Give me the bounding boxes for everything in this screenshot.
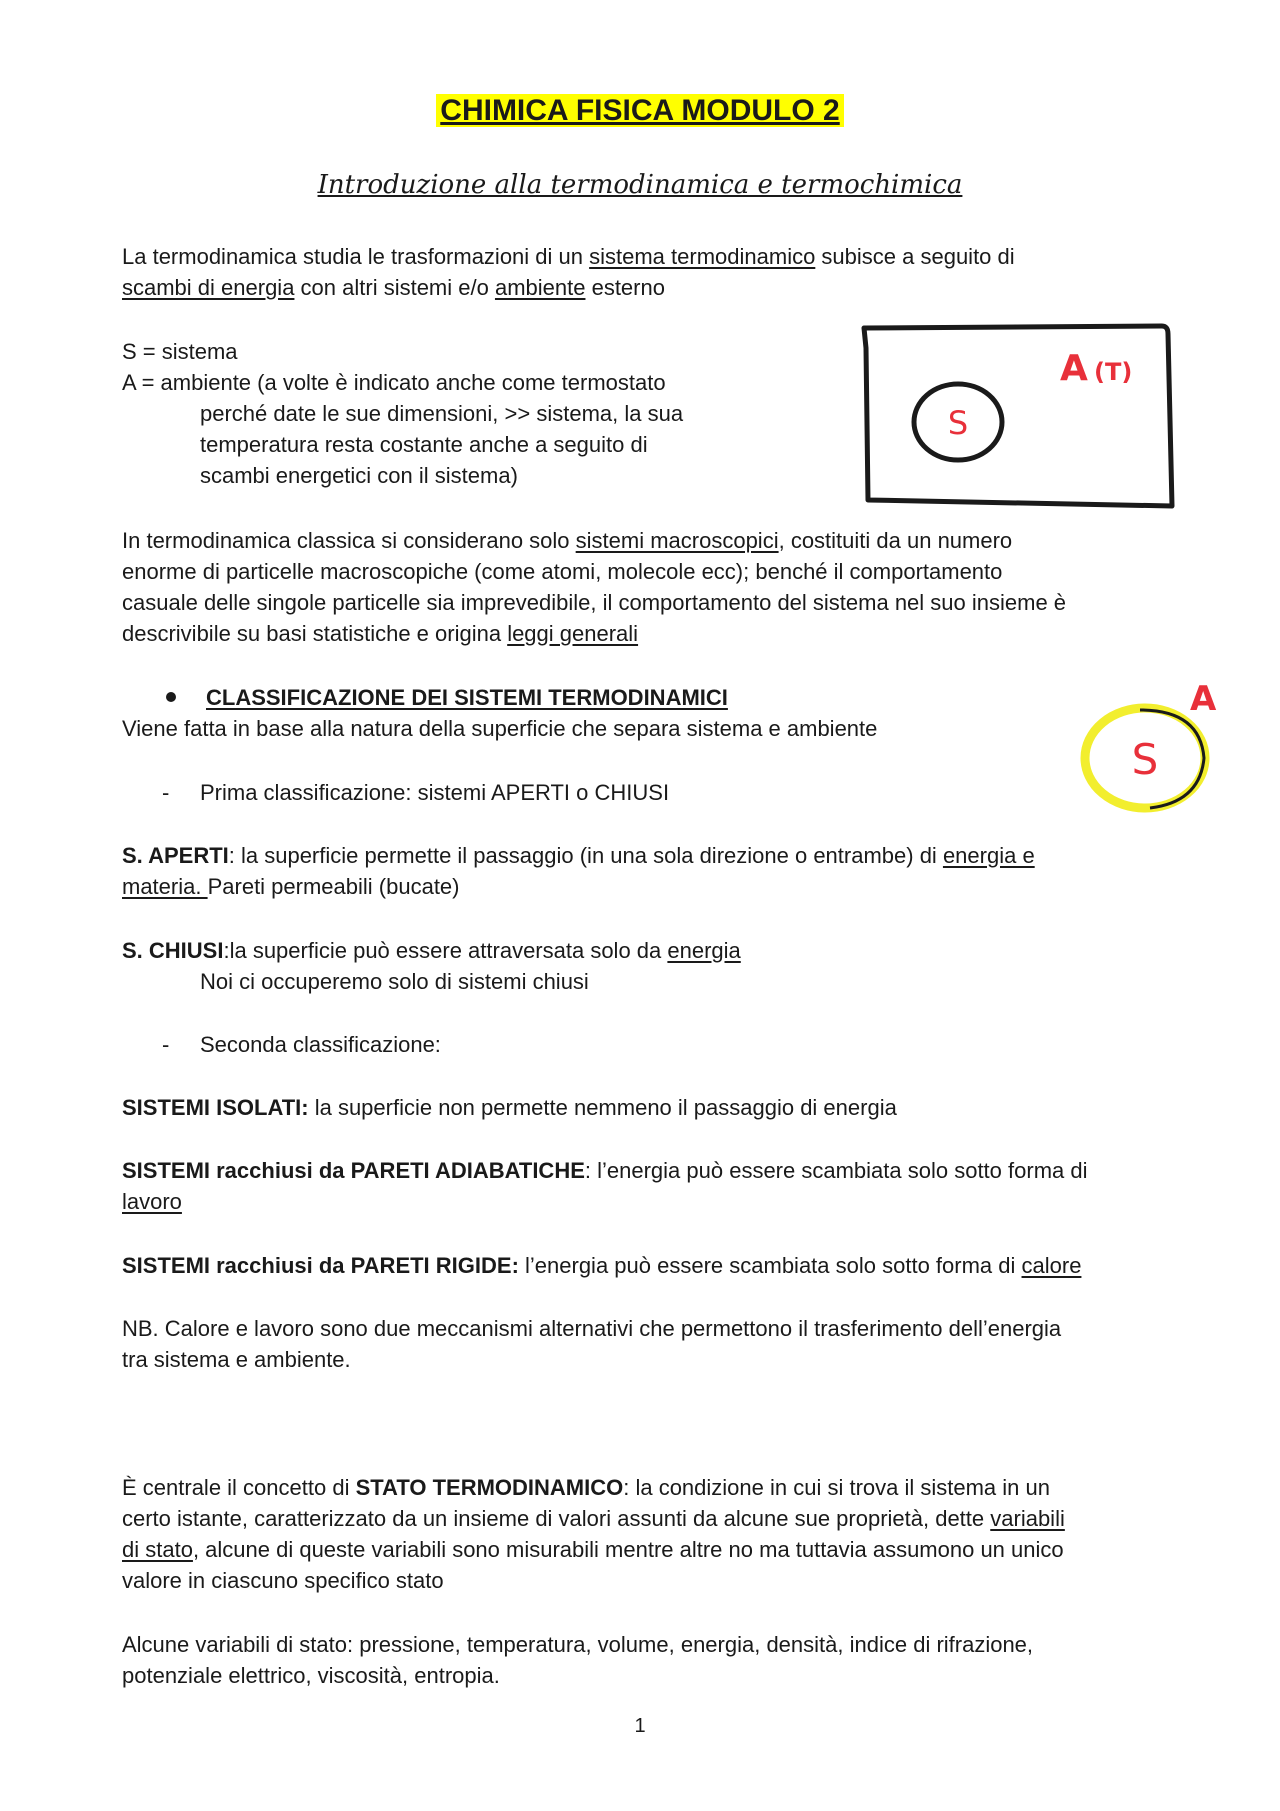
closed-systems-line: S. CHIUSI:la superficie può essere attraversata solo da energia: [122, 938, 741, 963]
closed-system-diagram: [1070, 670, 1240, 820]
system-definition: S = sistema: [122, 339, 238, 364]
system-environment-diagram: [850, 318, 1180, 518]
adiabatic-line-2: lavoro: [122, 1189, 182, 1214]
state-variables-2: potenziale elettrico, viscosità, entropia.: [122, 1663, 500, 1688]
diagram-temperature-label: (T): [1094, 358, 1133, 386]
ring-environment-label: A: [1190, 679, 1217, 719]
intro-line-1: La termodinamica studia le trasformazioni di un sistema termodinamico subisce a seguito di: [122, 244, 1015, 269]
nb-line-2: tra sistema e ambiente.: [122, 1347, 351, 1372]
rigid-walls: SISTEMI racchiusi da PARETI RIGIDE: l’energia può essere scambiata solo sotto forma di calore: [122, 1253, 1082, 1278]
classical-line-2: enorme di particelle macroscopiche (come atomi, molecole ecc); benché il comportamento: [122, 559, 1003, 584]
first-classification: - Prima classificazione: sistemi APERTI o CHIUSI: [162, 780, 670, 805]
adiabatic-line-1: SISTEMI racchiusi da PARETI ADIABATICHE: l’energia può essere scambiata solo sotto forma di: [122, 1158, 1088, 1183]
open-systems-line-2: materia. Pareti permeabili (bucate): [122, 874, 460, 899]
ring-system-label: S: [1131, 735, 1159, 784]
page-subtitle: Introduzione alla termodinamica e termochimica: [317, 170, 963, 200]
classification-heading: CLASSIFICAZIONE DEI SISTEMI TERMODINAMICI: [122, 682, 728, 714]
state-line-2: certo istante, caratterizzato da un insieme di valori assunti da alcune sue proprietà, dette variabili: [122, 1506, 1065, 1531]
intro-line-2: scambi di energia con altri sistemi e/o ambiente esterno: [122, 275, 665, 300]
closed-systems-note: Noi ci occuperemo solo di sistemi chiusi: [200, 969, 589, 994]
classical-line-4: descrivibile su basi statistiche e origina leggi generali: [122, 621, 639, 646]
environment-definition-2: perché date le sue dimensioni, >> sistema, la sua: [200, 401, 684, 426]
classical-line-1: In termodinamica classica si considerano solo sistemi macroscopici, costituiti da un numero: [122, 528, 1013, 553]
environment-definition-3: temperatura resta costante anche a seguito di: [200, 432, 648, 457]
state-variables-1: Alcune variabili di stato: pressione, temperatura, volume, energia, densità, indice di rifrazione,: [122, 1632, 1034, 1657]
state-line-3: di stato, alcune di queste variabili sono misurabili mentre altre no ma tuttavia assumono un unico: [122, 1537, 1064, 1562]
environment-definition-4: scambi energetici con il sistema): [200, 463, 518, 488]
page-title: CHIMICA FISICA MODULO 2: [0, 92, 1280, 130]
diagram-environment-label: A: [1060, 348, 1088, 389]
state-line-1: È centrale il concetto di STATO TERMODINAMICO: la condizione in cui si trova il sistema in un: [122, 1475, 1050, 1500]
classification-intro: Viene fatta in base alla natura della superficie che separa sistema e ambiente: [122, 716, 878, 741]
diagram-system-label: S: [947, 404, 969, 442]
page-number: 1: [634, 1715, 646, 1737]
classical-line-3: casuale delle singole particelle sia imprevedibile, il comportamento del sistema nel suo insieme è: [122, 590, 1067, 615]
state-line-4: valore in ciascuno specifico stato: [122, 1568, 444, 1593]
bullet-icon: [166, 692, 176, 702]
second-classification: - Seconda classificazione:: [162, 1032, 441, 1057]
open-systems-line-1: S. APERTI: la superficie permette il passaggio (in una sola direzione o entrambe) di energia e: [122, 843, 1035, 868]
environment-definition-1: A = ambiente (a volte è indicato anche come termostato: [122, 370, 666, 395]
isolated-systems: SISTEMI ISOLATI: la superficie non permette nemmeno il passaggio di energia: [122, 1095, 897, 1120]
nb-line-1: NB. Calore e lavoro sono due meccanismi alternativi che permettono il trasferimento dell’energia: [122, 1316, 1062, 1341]
